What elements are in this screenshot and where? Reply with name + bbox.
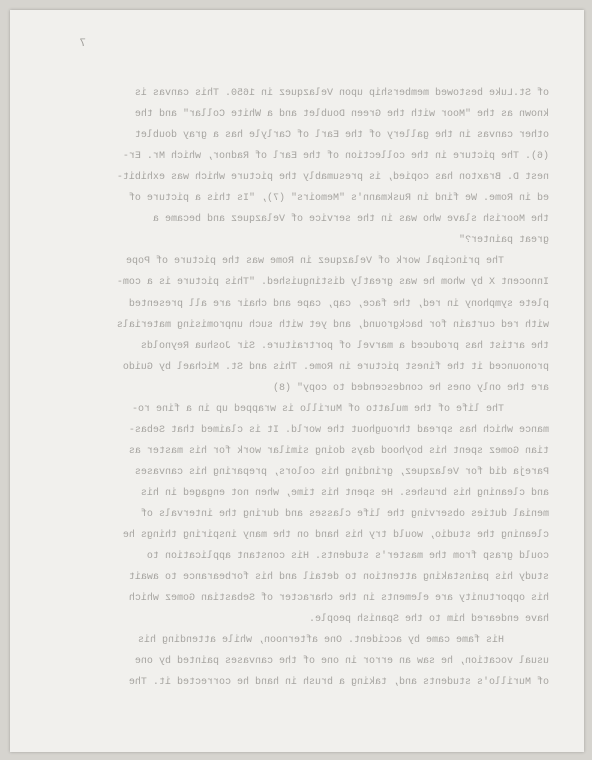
text-line: nest D. Braxton has copied, is presumably the picture which was exhibit- — [116, 172, 549, 183]
text-line: known as the "Moor with the Green Doublet and a White Collar" and the — [134, 109, 549, 120]
text-line: Innocent X by whom he was greatly distinguished. "This picture is a com- — [116, 277, 549, 288]
text-line: cleaning the studio, would try his hand on the many inspiring things he — [122, 530, 549, 541]
text-line: pronounced it the finest picture in Rome. This and St. Michael by Guido — [122, 362, 549, 373]
text-line: with red curtain for background, and yet with such unpromising materials — [116, 320, 549, 331]
text-line: study his painstaking attention to detail and his forbearance to await — [128, 572, 549, 583]
text-line: (6). The picture in the collection of the Earl of Radnor, which Mr. Er- — [122, 151, 549, 162]
text-line: ed in Rome. We find in Ruskmann's "Memoirs" (7), "Is this a picture of — [128, 193, 549, 204]
text-line: have endeared him to the Spanish people. — [308, 614, 549, 625]
text-line: the artist has produced a marvel of portraiture. Sir Joshua Reynolds — [140, 341, 549, 352]
text-line: and cleaning his brushes. He spent his time, when not engaged in his — [140, 488, 549, 499]
text-line: of Murillo's students and, taking a brush in hand he corrected it. The — [128, 677, 549, 688]
text-line: The life of the mulatto of Murillo is wrapped up in a fine ro- — [131, 404, 504, 415]
text-line: are the only ones he condescended to copy" (8) — [272, 383, 549, 394]
body-text — [10, 10, 584, 752]
text-line: other canvas in the gallery of the Earl of Carlyle has a gray doublet — [134, 130, 549, 141]
document-page — [10, 10, 584, 752]
text-line: Pareja did for Velazquez, grinding his colors, preparing his canvases — [134, 467, 549, 478]
text-line: great painter?" — [458, 235, 549, 246]
page-number: 7 — [79, 38, 86, 50]
text-line: His fame came by accident. One afternoon, while attending his — [137, 635, 504, 646]
text-line: could grasp from the master's students. His constant application to — [146, 551, 549, 562]
text-line: his opportunity are elements in the character of Sebastian Gomez which — [128, 593, 549, 604]
text-line: mance which has spread throughout the world. It is claimed that Sebas- — [128, 425, 549, 436]
text-line: The principal work of Velazquez in Rome was the picture of Pope — [125, 256, 504, 267]
text-line: tian Gomez spent his boyhood days doing similar work for his master as — [128, 446, 549, 457]
text-line: usual vocation, he saw an error in one of the canvases painted by one — [134, 656, 549, 667]
text-line: plete symphony in red, the face, cap, cape and chair are all presented — [128, 299, 549, 310]
text-line: menial duties observing the life classes and during the intervals of — [140, 509, 549, 520]
text-line: of St.Luke bestowed membership upon Velazquez in 1650. This canvas is — [134, 88, 549, 99]
text-line: the Moorish slave who was in the service of Velazquez and became a — [152, 214, 549, 225]
mirrored-text-layer — [10, 10, 584, 752]
